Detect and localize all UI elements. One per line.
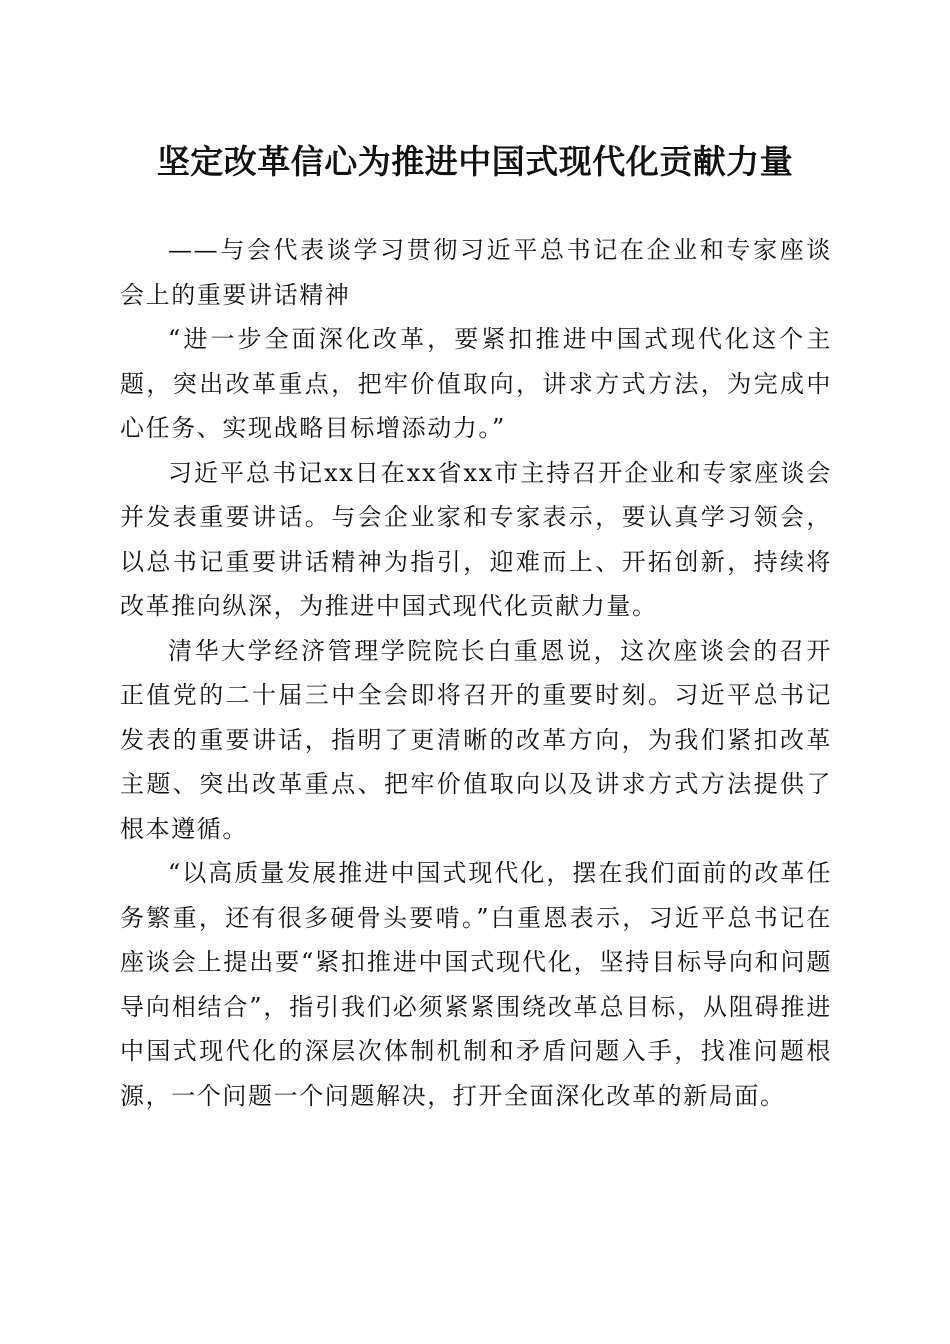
quote-paragraph: “进一步全面深化改革，要紧扣推进中国式现代化这个主题，突出改革重点，把牢价值取向，讲求方式方法，为完成中心任务、实现战略目标增添动力。”: [120, 325, 832, 442]
document-body: [120, 228, 832, 1118]
body-paragraph: “以高质量发展推进中国式现代化，摆在我们面前的改革任务繁重，还有很多硬骨头要啃。”白重恩表示，习近平总书记在座谈会上提出要“紧扣推进中国式现代化，坚持目标导向和问题导向相结合”，指引我们必须紧紧围绕改革总目标，从阻碍推进中国式现代化的深层次体制机制和矛盾问题入手，找准问题根源，一个问题一个问题解决，打开全面深化改革的新局面。: [120, 859, 832, 1110]
subtitle-paragraph: ——与会代表谈学习贯彻习近平总书记在企业和专家座谈会上的重要讲话精神: [120, 236, 832, 309]
body-paragraph: 清华大学经济管理学院院长白重恩说，这次座谈会的召开正值党的二十届三中全会即将召开的重要时刻。习近平总书记发表的重要讲话，指明了更清晰的改革方向，为我们紧扣改革主题、突出改革重点、把牢价值取向以及讲求方式方法提供了根本遵循。: [120, 636, 832, 843]
body-paragraph: 习近平总书记xx日在xx省xx市主持召开企业和专家座谈会并发表重要讲话。与会企业家和专家表示，要认真学习领会，以总书记重要讲话精神为指引，迎难而上、开拓创新，持续将改革推向纵深，为推进中国式现代化贡献力量。: [120, 458, 832, 620]
document-title: 坚定改革信心为推进中国式现代化贡献力量: [156, 142, 794, 181]
